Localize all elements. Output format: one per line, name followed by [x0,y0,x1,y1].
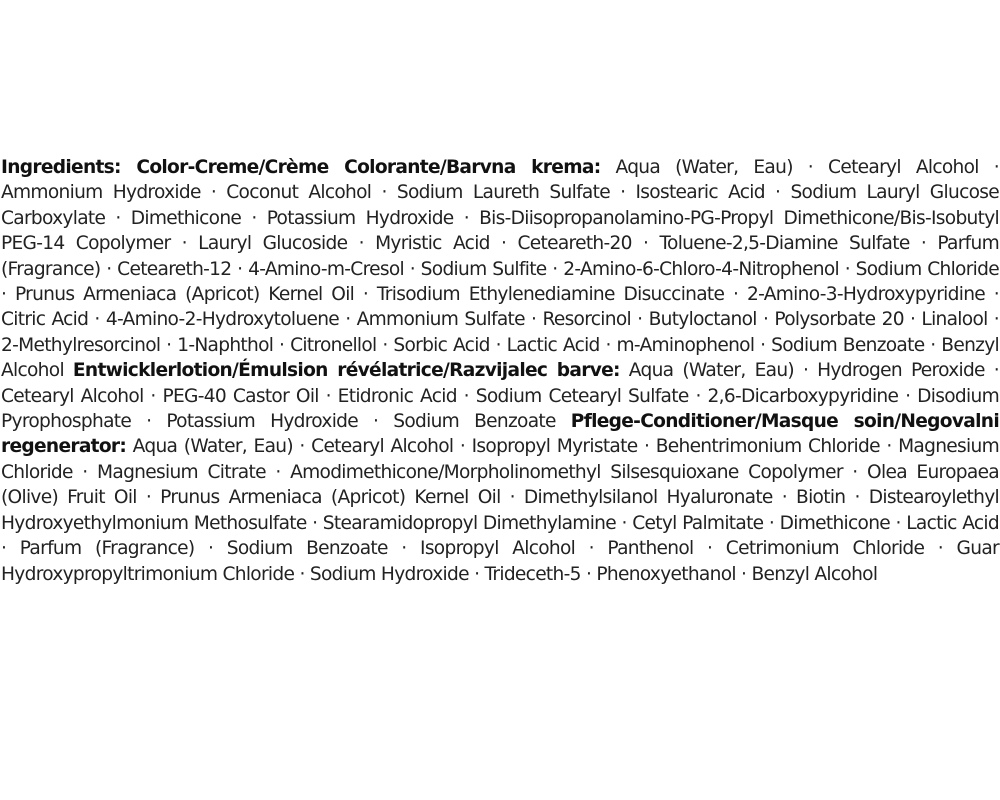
developer-lotion-heading: Entwicklerlotion/Émulsion révélatrice/Razvijalec barve: [72,360,620,382]
conditioner-heading: Pflege-Conditioner/Masque soin/Negovalni regenerator: [1,411,999,458]
conditioner-ingredients: Aqua (Water, Eau) · Cetearyl Alcohol · Isopropyl Myristate · Behentrimonium Chloride · Magnesium Chloride · Magnesium Citrate · Amodimethicone/Morpholinomethyl Silsesquioxane Copolymer · Olea Europaea (Olive) Fruit Oil · Prunus Armeniaca (Apricot) Kernel Oil · Dimethylsilanol Hyaluronate · Biotin · Distearoylethyl Hydroxyethylmonium Methosulfate · Stearamidopropyl Dimethylamine · Cetyl Palmitate · Dimethicone · Lactic Acid · Parfum (Fragrance) · Sodium Benzoate · Isopropyl Alcohol · Panthenol · Cetrimonium Chloride · Guar Hydroxypropyltrimonium Chloride · Sodium Hydroxide · Trideceth-5 · Phenoxyethanol · Benzyl Alcohol [1,436,999,585]
color-creme-heading: Ingredients: Color-Creme/Crème Colorante/Barvna krema: [1,157,601,178]
ingredients-list [1,155,999,587]
color-creme-ingredients: Aqua (Water, Eau) · Cetearyl Alcohol · Ammonium Hydroxide · Coconut Alcohol · Sodium Laureth Sulfate · Isostearic Acid · Sodium Lauryl Glucose Carboxylate · Dimethicone · Potassium Hydroxide · Bis-Diisopropanolamino-PG-Propyl Dimethicone/Bis-Isobutyl PEG-14 Copolymer · Lauryl Glucoside · Myristic Acid · Ceteareth-20 · Toluene-2,5-Diamine Sulfate · Parfum (Fragrance) · Ceteareth-12 · 4-Amino-m-Cresol · Sodium Sulfite · 2-Amino-6-Chloro-4-Nitrophenol · Sodium Chloride · Prunus Armeniaca (Apricot) Kernel Oil · Trisodium Ethylenediamine Disuccinate · 2-Amino-3-Hydroxypyridine · Citric Acid · 4-Amino-2-Hydroxytoluene · Ammonium Sulfate · Resorcinol · Butyloctanol · Polysorbate 20 · Linalool · 2-Methylresorcinol · 1-Naphthol · Citronellol · Sorbic Acid · Lactic Acid · m-Aminophenol · Sodium Benzoate · Benzyl Alcohol [1,157,999,382]
developer-lotion-ingredients: Aqua (Water, Eau) · Hydrogen Peroxide · Cetearyl Alcohol · PEG-40 Castor Oil · Etidronic Acid · Sodium Cetearyl Sulfate · 2,6-Dicarboxypyridine · Disodium Pyrophosphate · Potassium Hydroxide · Sodium Benzoate [1,360,999,433]
